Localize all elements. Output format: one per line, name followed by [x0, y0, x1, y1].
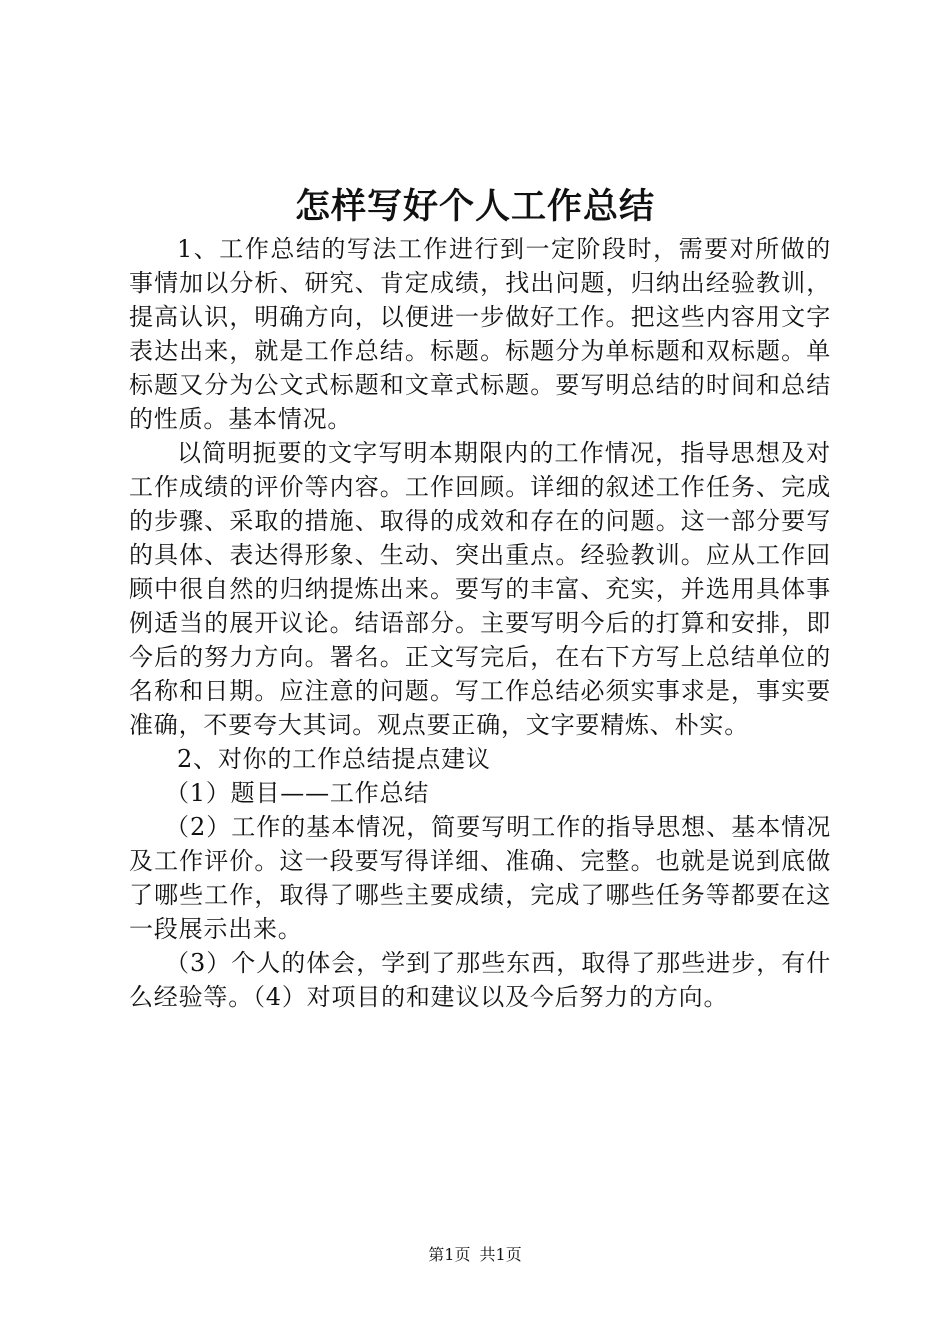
paragraph-3: 2、对你的工作总结提点建议 — [177, 745, 491, 773]
page-number: 第1页 — [428, 1245, 471, 1264]
paragraph-1: 1、工作总结的写法工作进行到一定阶段时，需要对所做的事情加以分析、研究、肯定成绩，找出问题，归纳出经验教训，提高认识，明确方向，以便进一步做好工作。把这些内容用文字表达出来，就是工作总结。标题。标题分为单标题和双标题。单标题又分为公文式标题和文章式标题。要写明总结的时间和总结的性质。基本情况。 — [129, 235, 831, 433]
paragraph-6: （3）个人的体会，学到了那些东西，取得了那些进步，有什么经验等。（4）对项目的和建议以及今后努力的方向。 — [129, 949, 831, 1011]
paragraph-2: 以简明扼要的文字写明本期限内的工作情况，指导思想及对工作成绩的评价等内容。工作回顾。详细的叙述工作任务、完成的步骤、采取的措施、取得的成效和存在的问题。这一部分要写的具体、表达得形象、生动、突出重点。经验教训。应从工作回顾中很自然的归纳提炼出来。要写的丰富、充实，并选用具体事例适当的展开议论。结语部分。主要写明今后的打算和安排，即今后的努力方向。署名。正文写完后，在右下方写上总结单位的名称和日期。应注意的问题。写工作总结必须实事求是，事实要准确，不要夸大其词。观点要正确，文字要精炼、朴实。 — [129, 439, 831, 739]
page-total: 共1页 — [479, 1245, 522, 1264]
paragraph-4: （1）题目——工作总结 — [165, 779, 430, 807]
document-body — [129, 232, 831, 1014]
paragraph-5: （2）工作的基本情况，简要写明工作的指导思想、基本情况及工作评价。这一段要写得详细、准确、完整。也就是说到底做了哪些工作，取得了哪些主要成绩，完成了哪些任务等都要在这一段展示出来。 — [129, 813, 831, 943]
page-footer — [0, 1243, 950, 1267]
document-title: 怎样写好个人工作总结 — [294, 186, 655, 227]
